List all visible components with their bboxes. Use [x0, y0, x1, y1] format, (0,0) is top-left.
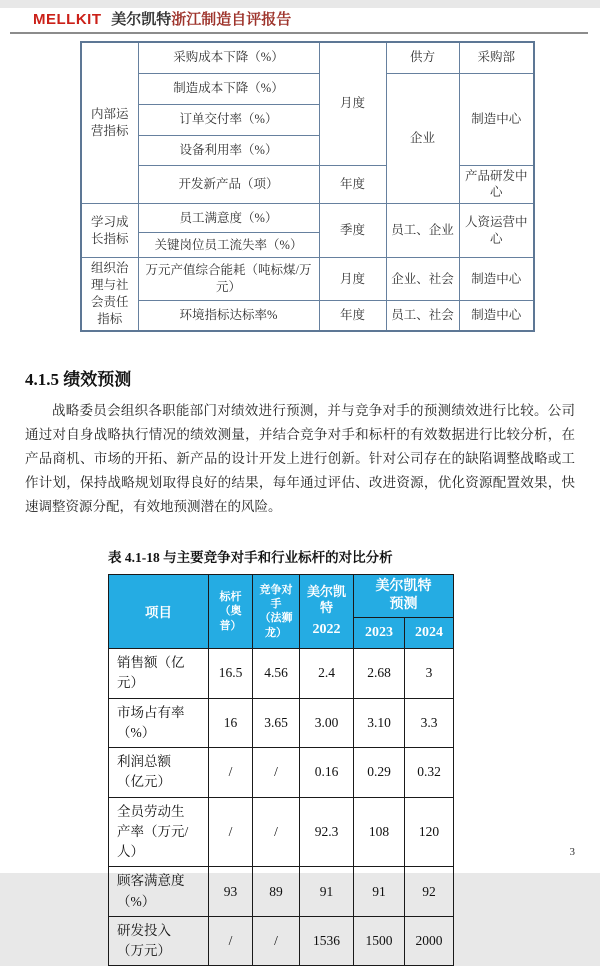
value-cell: 3.3 [405, 698, 454, 748]
value-cell: 89 [253, 867, 300, 917]
item-cell: 销售额（亿元） [109, 649, 209, 699]
table-row [109, 649, 454, 699]
department-cell: 采购部 [459, 42, 534, 73]
indicator-cell: 制造成本下降（%） [138, 73, 319, 104]
header-year-2023: 2023 [354, 618, 405, 649]
value-cell: 108 [354, 797, 405, 867]
value-cell: 1500 [354, 916, 405, 966]
header-benchmark: 标杆 （奥普） [209, 574, 253, 648]
indicator-cell: 关键岗位员工流失率（%） [138, 233, 319, 258]
category-internal-operations: 内部运营指标 [81, 42, 138, 204]
subject-cell: 员工、社会 [386, 301, 459, 331]
value-cell: / [253, 797, 300, 867]
document-title: 浙江制造自评报告 [171, 12, 292, 28]
item-cell: 市场占有率（%） [109, 698, 209, 748]
header-company-forecast: 美尔凯特 预测 [354, 574, 454, 617]
frequency-cell: 季度 [319, 204, 386, 258]
value-cell: 3.00 [300, 698, 354, 748]
subject-cell: 员工、企业 [386, 204, 459, 258]
value-cell: / [209, 748, 253, 798]
indicator-cell: 万元产值综合能耗（吨标煤/万元） [138, 258, 319, 301]
page-number: 3 [569, 846, 575, 858]
indicator-cell: 开发新产品（项） [138, 165, 319, 204]
section-paragraph: 战略委员会组织各职能部门对绩效进行预测，并与竞争对手的预测绩效进行比较。公司通过对自身战略执行情况的绩效测量，并结合竞争对手和标杆的有效数据进行比较分析，在产品商机、市场的开拓、新产品的设计开发上进行创新。针对公司存在的缺陷调整战略或工作计划，保持战略规划取得良好的结果，每年通过评估、改进资源，优化资源配置效果，快速调整资源分配，有效地预测潜在的风险。 [25, 402, 575, 514]
value-cell: / [209, 797, 253, 867]
table-row [109, 867, 454, 917]
section-heading: 4.1.5 绩效预测 [25, 369, 132, 389]
item-cell: 全员劳动生产率（万元/人） [109, 797, 209, 867]
comparison-table-caption: 表 4.1-18 与主要竞争对手和行业标杆的对比分析 [108, 549, 393, 565]
value-cell: 2.4 [300, 649, 354, 699]
header-competitor: 竞争对手 （法狮龙） [253, 574, 300, 648]
value-cell: / [209, 916, 253, 966]
department-cell: 制造中心 [459, 301, 534, 331]
department-cell: 制造中心 [459, 258, 534, 301]
subject-cell: 企业、社会 [386, 258, 459, 301]
header-item: 项目 [109, 574, 209, 648]
table-row [81, 258, 534, 301]
table-row [109, 797, 454, 867]
table-row [109, 698, 454, 748]
table-header-row [109, 574, 454, 617]
company-brand-name: 美尔凯特 [111, 12, 172, 28]
value-cell: 3.65 [253, 698, 300, 748]
comparison-table [108, 574, 454, 966]
indicator-table [80, 41, 535, 332]
table-row [81, 73, 534, 104]
department-cell: 产品研发中心 [459, 165, 534, 204]
table-row [81, 165, 534, 204]
value-cell: 0.29 [354, 748, 405, 798]
item-cell: 研发投入（万元） [109, 916, 209, 966]
indicator-cell: 订单交付率（%） [138, 104, 319, 135]
indicator-cell: 采购成本下降（%） [138, 42, 319, 73]
frequency-cell: 月度 [319, 258, 386, 301]
document-page [0, 8, 600, 959]
value-cell: 2.68 [354, 649, 405, 699]
indicator-cell: 设备利用率（%） [138, 135, 319, 165]
value-cell: 92 [405, 867, 454, 917]
value-cell: 91 [300, 867, 354, 917]
table-row [81, 42, 534, 73]
table-row [109, 748, 454, 798]
value-cell: 2000 [405, 916, 454, 966]
subject-cell: 供方 [386, 42, 459, 73]
item-cell: 顾客满意度（%） [109, 867, 209, 917]
page-header [10, 8, 588, 34]
frequency-cell: 月度 [319, 42, 386, 165]
value-cell: 16.5 [209, 649, 253, 699]
value-cell: 120 [405, 797, 454, 867]
value-cell: 0.16 [300, 748, 354, 798]
category-learning-growth: 学习成长指标 [81, 204, 138, 258]
item-cell: 利润总额（亿元） [109, 748, 209, 798]
department-cell: 制造中心 [459, 73, 534, 165]
value-cell: / [253, 916, 300, 966]
department-cell: 人资运营中心 [459, 204, 534, 258]
header-year-2024: 2024 [405, 618, 454, 649]
indicator-cell: 员工满意度（%） [138, 204, 319, 233]
table-row [81, 204, 534, 233]
subject-cell: 企业 [386, 73, 459, 204]
indicator-cell: 环境指标达标率% [138, 301, 319, 331]
value-cell: 92.3 [300, 797, 354, 867]
value-cell: 91 [354, 867, 405, 917]
value-cell: 0.32 [405, 748, 454, 798]
value-cell: 4.56 [253, 649, 300, 699]
frequency-cell: 年度 [319, 165, 386, 204]
category-governance-responsibility: 组织治理与社会责任指标 [81, 258, 138, 331]
value-cell: 16 [209, 698, 253, 748]
header-company-2022: 美尔凯特 2022 [300, 574, 354, 648]
table-row [109, 916, 454, 966]
table-row [81, 301, 534, 331]
value-cell: / [253, 748, 300, 798]
value-cell: 3 [405, 649, 454, 699]
value-cell: 1536 [300, 916, 354, 966]
frequency-cell: 年度 [319, 301, 386, 331]
company-logo-text: MELLKIT [33, 11, 102, 28]
value-cell: 93 [209, 867, 253, 917]
value-cell: 3.10 [354, 698, 405, 748]
